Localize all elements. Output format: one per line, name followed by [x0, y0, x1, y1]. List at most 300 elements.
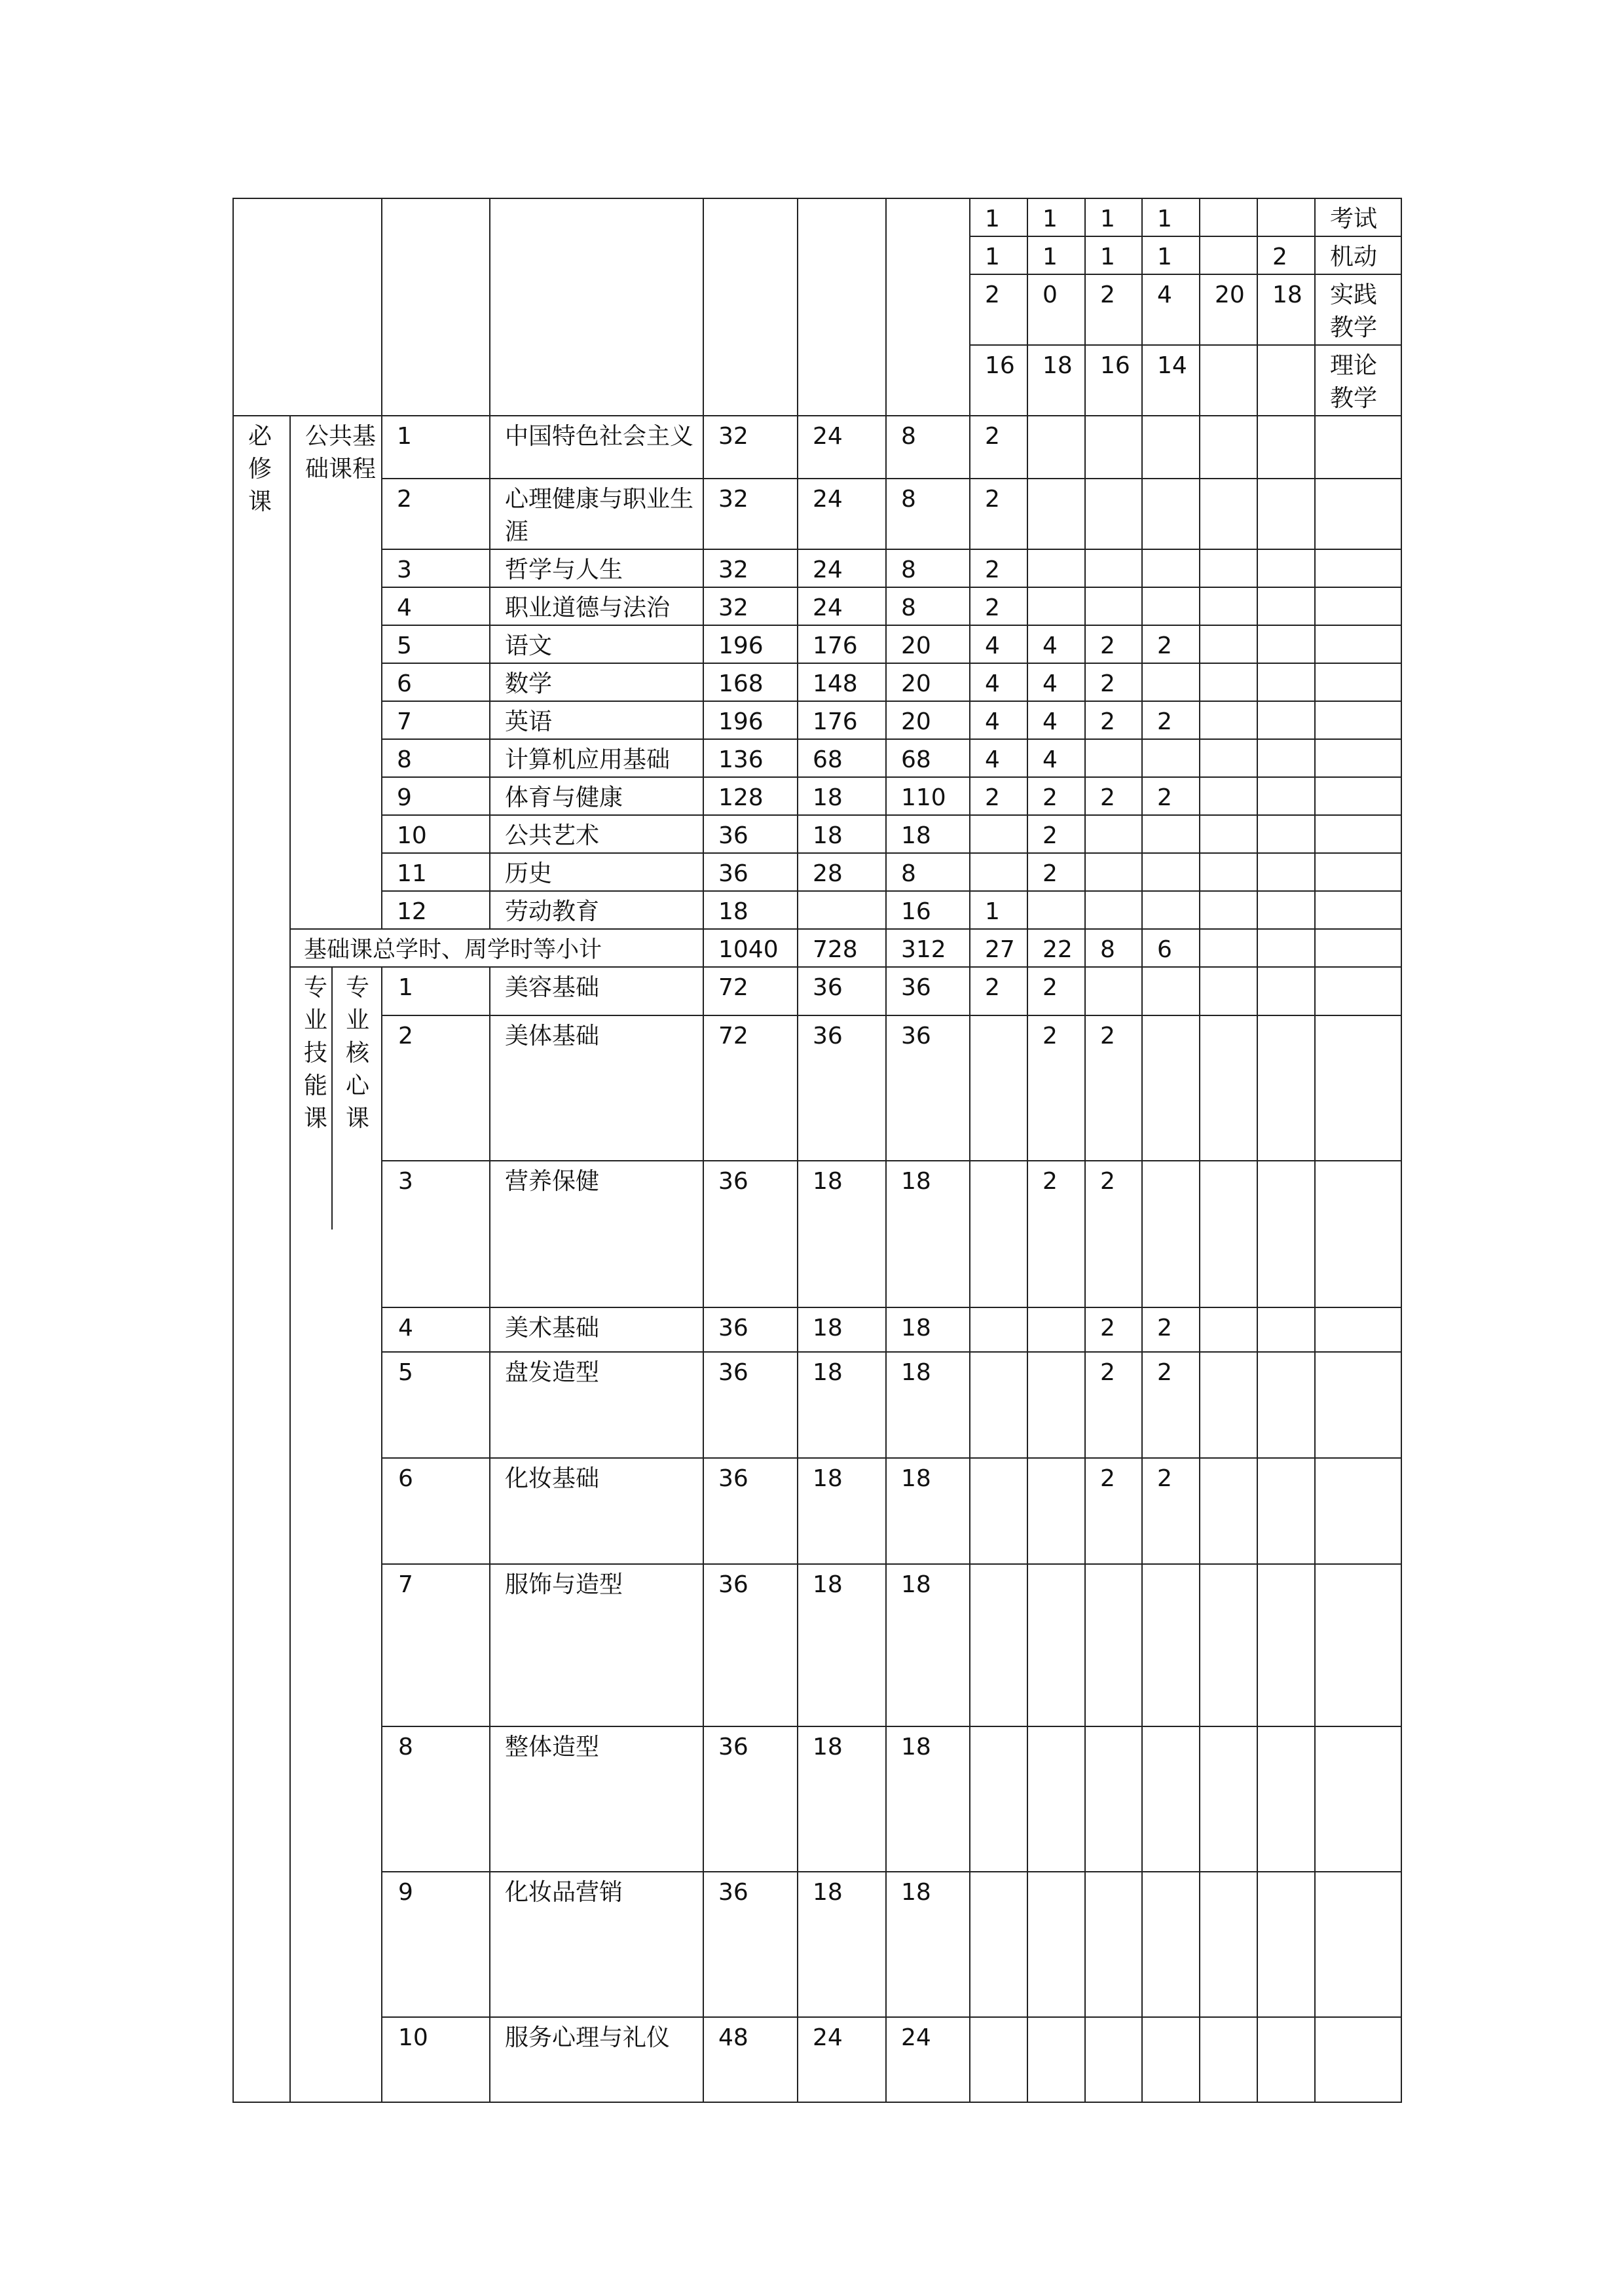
- weekly-hours-cell: 2: [1142, 777, 1200, 815]
- weekly-hours-cell: 2: [1027, 777, 1085, 815]
- weekly-hours-cell: 2: [1085, 1458, 1142, 1564]
- theory-hours-cell: 28: [798, 853, 886, 891]
- weekly-hours-cell: 2: [970, 967, 1027, 1015]
- weekly-hours-cell: 2: [1142, 1352, 1200, 1458]
- weekly-hours-cell: 2: [1085, 1015, 1142, 1161]
- course-name-cell: 职业道德与法治: [490, 587, 703, 625]
- weekly-hours-cell: [1200, 1161, 1257, 1307]
- semester-header-cell: 0: [1027, 274, 1085, 345]
- weekly-hours-cell: 2: [1085, 701, 1142, 739]
- weekly-hours-cell: [1257, 853, 1315, 891]
- table-row: [233, 2017, 1401, 2102]
- weekly-hours-cell: [970, 1015, 1027, 1161]
- blank-cell: [490, 198, 703, 416]
- remark-cell: [1315, 1458, 1401, 1564]
- theory-hours-cell: 18: [798, 815, 886, 853]
- table-row: [233, 1352, 1401, 1458]
- table-row: [233, 1015, 1401, 1161]
- practice-hours-cell: 8: [886, 853, 970, 891]
- weekly-hours-cell: [1257, 1564, 1315, 1726]
- course-name-cell: 公共艺术: [490, 815, 703, 853]
- table-row: [233, 625, 1401, 663]
- weekly-hours-cell: 27: [970, 929, 1027, 967]
- theory-hours-cell: 176: [798, 701, 886, 739]
- weekly-hours-cell: 2: [1027, 815, 1085, 853]
- weekly-hours-cell: [1257, 1726, 1315, 1872]
- total-hours-cell: 196: [703, 625, 798, 663]
- weekly-hours-cell: [1200, 416, 1257, 479]
- weekly-hours-cell: 2: [1085, 1307, 1142, 1352]
- practice-hours-cell: 18: [886, 1161, 970, 1307]
- theory-hours-cell: 24: [798, 416, 886, 479]
- table-body: [233, 198, 1401, 2102]
- practice-hours-cell: 312: [886, 929, 970, 967]
- semester-header-cell: 1: [1142, 198, 1200, 236]
- course-name-cell: 整体造型: [490, 1726, 703, 1872]
- weekly-hours-cell: [970, 1872, 1027, 2017]
- header-label-theory: 理论教学: [1315, 345, 1401, 416]
- course-name-cell: 劳动教育: [490, 891, 703, 929]
- weekly-hours-cell: [1142, 549, 1200, 587]
- total-hours-cell: 36: [703, 1564, 798, 1726]
- weekly-hours-cell: [1085, 1564, 1142, 1726]
- weekly-hours-cell: [1257, 663, 1315, 701]
- remark-cell: [1315, 815, 1401, 853]
- weekly-hours-cell: 2: [1027, 853, 1085, 891]
- theory-hours-cell: 18: [798, 1726, 886, 1872]
- weekly-hours-cell: [1085, 1872, 1142, 2017]
- weekly-hours-cell: [1257, 815, 1315, 853]
- weekly-hours-cell: [1200, 929, 1257, 967]
- course-name-cell: 哲学与人生: [490, 549, 703, 587]
- remark-cell: [1315, 663, 1401, 701]
- course-name-cell: 美容基础: [490, 967, 703, 1015]
- course-number-cell: 3: [382, 549, 490, 587]
- weekly-hours-cell: [970, 1458, 1027, 1564]
- weekly-hours-cell: [1085, 967, 1142, 1015]
- table-row: [233, 967, 1401, 1015]
- table-row: [233, 416, 1401, 479]
- weekly-hours-cell: [970, 1726, 1027, 1872]
- course-name-cell: 营养保健: [490, 1161, 703, 1307]
- remark-cell: [1315, 853, 1401, 891]
- course-name-cell: 盘发造型: [490, 1352, 703, 1458]
- course-number-cell: 10: [382, 2017, 490, 2102]
- weekly-hours-cell: 2: [1085, 1352, 1142, 1458]
- weekly-hours-cell: [1257, 2017, 1315, 2102]
- weekly-hours-cell: [1257, 929, 1315, 967]
- remark-cell: [1315, 1307, 1401, 1352]
- remark-cell: [1315, 416, 1401, 479]
- weekly-hours-cell: [1257, 1458, 1315, 1564]
- semester-header-cell: 2: [970, 274, 1027, 345]
- course-number-cell: 1: [382, 416, 490, 479]
- weekly-hours-cell: [1200, 625, 1257, 663]
- course-number-cell: 7: [382, 1564, 490, 1726]
- course-number-cell: 2: [382, 479, 490, 549]
- weekly-hours-cell: [1200, 1015, 1257, 1161]
- total-hours-cell: 36: [703, 1161, 798, 1307]
- weekly-hours-cell: [1200, 777, 1257, 815]
- weekly-hours-cell: [1200, 1564, 1257, 1726]
- weekly-hours-cell: 2: [1142, 1458, 1200, 1564]
- weekly-hours-cell: [1142, 853, 1200, 891]
- weekly-hours-cell: [1085, 1726, 1142, 1872]
- practice-hours-cell: 36: [886, 1015, 970, 1161]
- practice-hours-cell: 20: [886, 625, 970, 663]
- practice-hours-cell: 18: [886, 1872, 970, 2017]
- theory-hours-cell: 18: [798, 1458, 886, 1564]
- remark-cell: [1315, 625, 1401, 663]
- theory-hours-cell: 24: [798, 2017, 886, 2102]
- category-professional-label: 专业技能课: [291, 968, 333, 1230]
- total-hours-cell: 32: [703, 479, 798, 549]
- course-number-cell: 10: [382, 815, 490, 853]
- practice-hours-cell: 68: [886, 739, 970, 777]
- weekly-hours-cell: [1142, 416, 1200, 479]
- weekly-hours-cell: [1142, 2017, 1200, 2102]
- weekly-hours-cell: 4: [1027, 663, 1085, 701]
- weekly-hours-cell: 6: [1142, 929, 1200, 967]
- weekly-hours-cell: [1085, 739, 1142, 777]
- weekly-hours-cell: 22: [1027, 929, 1085, 967]
- total-hours-cell: 1040: [703, 929, 798, 967]
- course-name-cell: 美体基础: [490, 1015, 703, 1161]
- weekly-hours-cell: [1200, 701, 1257, 739]
- course-name-cell: 化妆基础: [490, 1458, 703, 1564]
- total-hours-cell: 72: [703, 1015, 798, 1161]
- weekly-hours-cell: [1200, 587, 1257, 625]
- remark-cell: [1315, 929, 1401, 967]
- blank-cell: [886, 198, 970, 416]
- weekly-hours-cell: [1200, 663, 1257, 701]
- theory-hours-cell: [798, 891, 886, 929]
- category-public-basic-cell: 公共基础课程: [290, 416, 382, 929]
- weekly-hours-cell: [1200, 891, 1257, 929]
- semester-header-cell: 14: [1142, 345, 1200, 416]
- weekly-hours-cell: [1257, 625, 1315, 663]
- table-row: [233, 549, 1401, 587]
- weekly-hours-cell: [1085, 479, 1142, 549]
- weekly-hours-cell: 2: [970, 479, 1027, 549]
- theory-hours-cell: 18: [798, 1564, 886, 1726]
- weekly-hours-cell: [1200, 479, 1257, 549]
- weekly-hours-cell: 4: [1027, 625, 1085, 663]
- course-name-cell: 化妆品营销: [490, 1872, 703, 2017]
- weekly-hours-cell: [1142, 587, 1200, 625]
- table-row: [233, 1307, 1401, 1352]
- table-row: [233, 1564, 1401, 1726]
- theory-hours-cell: 18: [798, 1307, 886, 1352]
- weekly-hours-cell: [1027, 1872, 1085, 2017]
- header-row: [233, 198, 1401, 236]
- table-row: [233, 891, 1401, 929]
- semester-header-cell: 18: [1027, 345, 1085, 416]
- weekly-hours-cell: [1027, 1458, 1085, 1564]
- semester-header-cell: 1: [1142, 236, 1200, 274]
- weekly-hours-cell: [1257, 479, 1315, 549]
- total-hours-cell: 168: [703, 663, 798, 701]
- table-row: [233, 739, 1401, 777]
- course-number-cell: 5: [382, 625, 490, 663]
- weekly-hours-cell: [1142, 967, 1200, 1015]
- header-label-flex: 机动: [1315, 236, 1401, 274]
- course-number-cell: 5: [382, 1352, 490, 1458]
- theory-hours-cell: 24: [798, 549, 886, 587]
- total-hours-cell: 36: [703, 1307, 798, 1352]
- weekly-hours-cell: [1027, 1726, 1085, 1872]
- semester-header-cell: 16: [970, 345, 1027, 416]
- weekly-hours-cell: [970, 2017, 1027, 2102]
- theory-hours-cell: 18: [798, 1161, 886, 1307]
- table-row: [233, 1458, 1401, 1564]
- remark-cell: [1315, 701, 1401, 739]
- weekly-hours-cell: [1200, 1726, 1257, 1872]
- course-name-cell: 体育与健康: [490, 777, 703, 815]
- weekly-hours-cell: [1200, 1458, 1257, 1564]
- course-name-cell: 心理健康与职业生涯: [490, 479, 703, 549]
- weekly-hours-cell: [1257, 777, 1315, 815]
- course-name-cell: 服务心理与礼仪: [490, 2017, 703, 2102]
- weekly-hours-cell: 2: [1085, 663, 1142, 701]
- weekly-hours-cell: 4: [1027, 739, 1085, 777]
- remark-cell: [1315, 891, 1401, 929]
- weekly-hours-cell: [1142, 891, 1200, 929]
- weekly-hours-cell: [1027, 1307, 1085, 1352]
- weekly-hours-cell: [1200, 967, 1257, 1015]
- weekly-hours-cell: [1257, 891, 1315, 929]
- weekly-hours-cell: [1085, 416, 1142, 479]
- course-schedule-table: [232, 198, 1402, 2103]
- weekly-hours-cell: [1085, 853, 1142, 891]
- remark-cell: [1315, 1161, 1401, 1307]
- course-number-cell: 6: [382, 663, 490, 701]
- semester-header-cell: [1200, 345, 1257, 416]
- weekly-hours-cell: [1142, 1726, 1200, 1872]
- total-hours-cell: 18: [703, 891, 798, 929]
- total-hours-cell: 196: [703, 701, 798, 739]
- theory-hours-cell: 18: [798, 777, 886, 815]
- total-hours-cell: 136: [703, 739, 798, 777]
- semester-header-cell: [1200, 236, 1257, 274]
- semester-header-cell: 20: [1200, 274, 1257, 345]
- table-row: [233, 701, 1401, 739]
- weekly-hours-cell: 4: [970, 701, 1027, 739]
- semester-header-cell: 18: [1257, 274, 1315, 345]
- weekly-hours-cell: [970, 815, 1027, 853]
- weekly-hours-cell: [970, 1307, 1027, 1352]
- remark-cell: [1315, 1726, 1401, 1872]
- weekly-hours-cell: 2: [1085, 1161, 1142, 1307]
- weekly-hours-cell: [1142, 1015, 1200, 1161]
- category-professional-cell: [290, 967, 382, 2102]
- weekly-hours-cell: [1027, 2017, 1085, 2102]
- practice-hours-cell: 18: [886, 1564, 970, 1726]
- total-hours-cell: 32: [703, 549, 798, 587]
- header-label-practice: 实践教学: [1315, 274, 1401, 345]
- table-row: [233, 815, 1401, 853]
- course-number-cell: 2: [382, 1015, 490, 1161]
- weekly-hours-cell: [1200, 739, 1257, 777]
- total-hours-cell: 36: [703, 1458, 798, 1564]
- course-name-cell: 英语: [490, 701, 703, 739]
- remark-cell: [1315, 1015, 1401, 1161]
- theory-hours-cell: 18: [798, 1352, 886, 1458]
- table-row: [233, 1161, 1401, 1307]
- weekly-hours-cell: [1085, 549, 1142, 587]
- semester-header-cell: 2: [1257, 236, 1315, 274]
- table-row: [233, 853, 1401, 891]
- total-hours-cell: 72: [703, 967, 798, 1015]
- theory-hours-cell: 36: [798, 1015, 886, 1161]
- weekly-hours-cell: [1142, 663, 1200, 701]
- blank-cell: [798, 198, 886, 416]
- weekly-hours-cell: [1142, 479, 1200, 549]
- weekly-hours-cell: [1257, 967, 1315, 1015]
- subtotal-label-cell: 基础课总学时、周学时等小计: [290, 929, 703, 967]
- weekly-hours-cell: [970, 1161, 1027, 1307]
- course-number-cell: 8: [382, 739, 490, 777]
- weekly-hours-cell: [1257, 701, 1315, 739]
- course-number-cell: 9: [382, 777, 490, 815]
- semester-header-cell: 4: [1142, 274, 1200, 345]
- table-row: [233, 1872, 1401, 2017]
- practice-hours-cell: 24: [886, 2017, 970, 2102]
- table-row: [233, 663, 1401, 701]
- semester-header-cell: 1: [970, 198, 1027, 236]
- remark-cell: [1315, 479, 1401, 549]
- weekly-hours-cell: 4: [1027, 701, 1085, 739]
- weekly-hours-cell: [1142, 1872, 1200, 2017]
- remark-cell: [1315, 967, 1401, 1015]
- course-name-cell: 服饰与造型: [490, 1564, 703, 1726]
- weekly-hours-cell: 2: [970, 416, 1027, 479]
- practice-hours-cell: 8: [886, 549, 970, 587]
- weekly-hours-cell: [1085, 891, 1142, 929]
- practice-hours-cell: 8: [886, 479, 970, 549]
- practice-hours-cell: 18: [886, 815, 970, 853]
- header-label-exam: 考试: [1315, 198, 1401, 236]
- weekly-hours-cell: 2: [1085, 777, 1142, 815]
- semester-header-cell: 16: [1085, 345, 1142, 416]
- total-hours-cell: 36: [703, 815, 798, 853]
- weekly-hours-cell: [1085, 815, 1142, 853]
- weekly-hours-cell: [1200, 2017, 1257, 2102]
- total-hours-cell: 36: [703, 1872, 798, 2017]
- weekly-hours-cell: [1085, 587, 1142, 625]
- course-number-cell: 6: [382, 1458, 490, 1564]
- total-hours-cell: 36: [703, 1726, 798, 1872]
- remark-cell: [1315, 739, 1401, 777]
- blank-cell: [382, 198, 490, 416]
- weekly-hours-cell: [1257, 549, 1315, 587]
- weekly-hours-cell: [1200, 1872, 1257, 2017]
- semester-header-cell: 1: [1027, 198, 1085, 236]
- weekly-hours-cell: [1257, 1161, 1315, 1307]
- weekly-hours-cell: [1257, 416, 1315, 479]
- remark-cell: [1315, 2017, 1401, 2102]
- weekly-hours-cell: [1027, 479, 1085, 549]
- course-name-cell: 历史: [490, 853, 703, 891]
- practice-hours-cell: 18: [886, 1352, 970, 1458]
- weekly-hours-cell: [1142, 1161, 1200, 1307]
- table-row: [233, 777, 1401, 815]
- weekly-hours-cell: [1085, 2017, 1142, 2102]
- course-name-cell: 美术基础: [490, 1307, 703, 1352]
- practice-hours-cell: 18: [886, 1726, 970, 1872]
- weekly-hours-cell: [1257, 739, 1315, 777]
- course-name-cell: 中国特色社会主义: [490, 416, 703, 479]
- course-number-cell: 12: [382, 891, 490, 929]
- theory-hours-cell: 176: [798, 625, 886, 663]
- semester-header-cell: [1257, 198, 1315, 236]
- practice-hours-cell: 18: [886, 1307, 970, 1352]
- course-name-cell: 语文: [490, 625, 703, 663]
- weekly-hours-cell: 2: [1027, 967, 1085, 1015]
- semester-header-cell: 1: [1027, 236, 1085, 274]
- course-number-cell: 4: [382, 1307, 490, 1352]
- weekly-hours-cell: [1257, 1352, 1315, 1458]
- course-number-cell: 4: [382, 587, 490, 625]
- total-hours-cell: 32: [703, 587, 798, 625]
- theory-hours-cell: 148: [798, 663, 886, 701]
- weekly-hours-cell: 1: [970, 891, 1027, 929]
- weekly-hours-cell: [1200, 815, 1257, 853]
- theory-hours-cell: 728: [798, 929, 886, 967]
- practice-hours-cell: 8: [886, 416, 970, 479]
- practice-hours-cell: 18: [886, 1458, 970, 1564]
- remark-cell: [1315, 1352, 1401, 1458]
- weekly-hours-cell: 2: [1085, 625, 1142, 663]
- weekly-hours-cell: 8: [1085, 929, 1142, 967]
- semester-header-cell: [1200, 198, 1257, 236]
- weekly-hours-cell: 4: [970, 663, 1027, 701]
- weekly-hours-cell: [1142, 1564, 1200, 1726]
- weekly-hours-cell: [1257, 587, 1315, 625]
- total-hours-cell: 48: [703, 2017, 798, 2102]
- weekly-hours-cell: [1200, 1352, 1257, 1458]
- remark-cell: [1315, 777, 1401, 815]
- weekly-hours-cell: [1200, 549, 1257, 587]
- weekly-hours-cell: 4: [970, 739, 1027, 777]
- course-number-cell: 3: [382, 1161, 490, 1307]
- semester-header-cell: [1257, 345, 1315, 416]
- weekly-hours-cell: [1027, 416, 1085, 479]
- weekly-hours-cell: [970, 1352, 1027, 1458]
- weekly-hours-cell: [1200, 1307, 1257, 1352]
- weekly-hours-cell: [1027, 891, 1085, 929]
- theory-hours-cell: 18: [798, 1872, 886, 2017]
- course-number-cell: 8: [382, 1726, 490, 1872]
- course-number-cell: 11: [382, 853, 490, 891]
- theory-hours-cell: 36: [798, 967, 886, 1015]
- weekly-hours-cell: [970, 1564, 1027, 1726]
- weekly-hours-cell: [1027, 1352, 1085, 1458]
- table-row: [233, 587, 1401, 625]
- semester-header-cell: 1: [1085, 198, 1142, 236]
- course-number-cell: 9: [382, 1872, 490, 2017]
- remark-cell: [1315, 587, 1401, 625]
- weekly-hours-cell: 2: [970, 587, 1027, 625]
- practice-hours-cell: 20: [886, 701, 970, 739]
- table-row: [233, 1726, 1401, 1872]
- weekly-hours-cell: [1142, 815, 1200, 853]
- practice-hours-cell: 110: [886, 777, 970, 815]
- remark-cell: [1315, 549, 1401, 587]
- theory-hours-cell: 68: [798, 739, 886, 777]
- weekly-hours-cell: [970, 853, 1027, 891]
- weekly-hours-cell: 4: [970, 625, 1027, 663]
